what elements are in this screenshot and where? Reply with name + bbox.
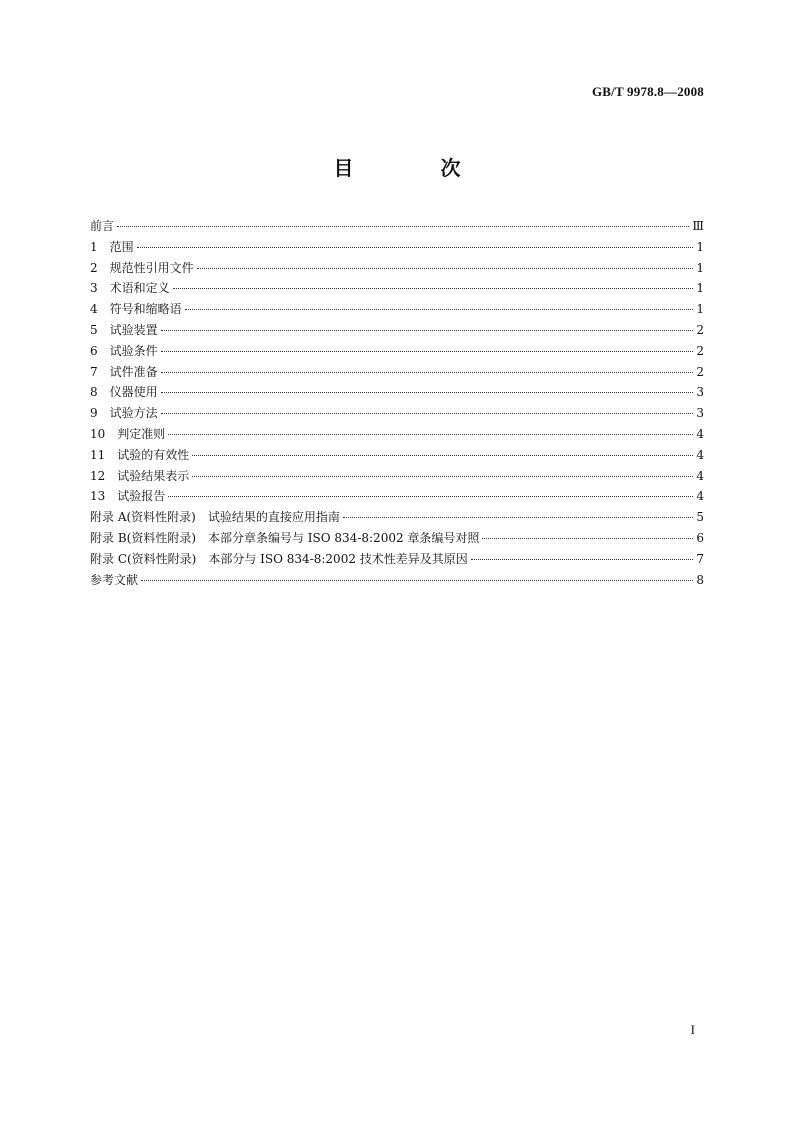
toc-entry[interactable] xyxy=(90,363,704,384)
toc-entry[interactable] xyxy=(90,321,704,342)
dot-leader xyxy=(161,392,693,393)
dot-leader xyxy=(173,288,693,289)
dot-leader xyxy=(161,351,693,352)
toc-title: 目 次 xyxy=(333,156,501,180)
toc-entry[interactable] xyxy=(90,550,704,571)
toc-entry-page: 1 xyxy=(696,281,704,296)
toc-entry-label: 9 试验方法 xyxy=(90,406,158,421)
toc-entry-page: 2 xyxy=(696,343,704,358)
toc-entry-label: 8 仪器使用 xyxy=(90,385,158,400)
dot-leader xyxy=(168,434,693,435)
toc-entry-label: 12 试验结果表示 xyxy=(90,468,190,483)
toc-entry-label: 参考文献 xyxy=(90,572,139,587)
toc-entry-label: 附录 B(资料性附录) 本部分章条编号与 ISO 834-8:2002 章条编号对照 xyxy=(90,530,480,545)
toc-entry[interactable] xyxy=(90,259,704,280)
dot-leader xyxy=(482,538,693,539)
toc-entry[interactable] xyxy=(90,300,704,321)
toc-entry-label: 6 试验条件 xyxy=(90,343,158,358)
toc-entry-page: Ⅲ xyxy=(692,219,704,233)
toc-entry[interactable] xyxy=(90,217,704,238)
toc-entry-page: 8 xyxy=(696,572,704,587)
toc-entry[interactable] xyxy=(90,425,704,446)
toc-entry-label: 7 试件准备 xyxy=(90,364,158,379)
toc-entry-page: 7 xyxy=(696,551,704,566)
toc-entry-label: 附录 A(资料性附录) 试验结果的直接应用指南 xyxy=(90,510,340,525)
toc-entry-label: 2 规范性引用文件 xyxy=(90,260,194,275)
toc-entry[interactable] xyxy=(90,487,704,508)
dot-leader xyxy=(192,455,693,456)
toc-entry[interactable] xyxy=(90,404,704,425)
dot-leader xyxy=(197,268,693,269)
toc-entry-label: 4 符号和缩略语 xyxy=(90,302,182,317)
toc-entry-label: 10 判定准则 xyxy=(90,426,166,441)
toc-entry-label: 11 试验的有效性 xyxy=(90,447,190,462)
toc-entry-page: 1 xyxy=(696,239,704,254)
toc-entry[interactable] xyxy=(90,529,704,550)
dot-leader xyxy=(141,580,693,581)
toc-entry-page: 5 xyxy=(696,510,704,525)
toc-entry-page: 2 xyxy=(696,322,704,337)
table-of-contents xyxy=(90,217,704,591)
toc-entry-page: 2 xyxy=(696,364,704,379)
toc-entry-page: 3 xyxy=(696,385,704,400)
dot-leader xyxy=(343,517,693,518)
toc-entry-label: 1 范围 xyxy=(90,239,134,254)
toc-entry[interactable] xyxy=(90,571,704,592)
page-number: I xyxy=(690,1022,695,1037)
dot-leader xyxy=(117,226,689,227)
toc-entry[interactable] xyxy=(90,238,704,259)
dot-leader xyxy=(185,309,693,310)
dot-leader xyxy=(161,330,693,331)
dot-leader xyxy=(471,559,693,560)
toc-entry-page: 4 xyxy=(696,489,704,504)
dot-leader xyxy=(168,496,693,497)
toc-entry-label: 3 术语和定义 xyxy=(90,281,170,296)
toc-entry[interactable] xyxy=(90,342,704,363)
toc-entry[interactable] xyxy=(90,508,704,529)
dot-leader xyxy=(137,247,693,248)
toc-entry[interactable] xyxy=(90,279,704,300)
toc-entry-page: 4 xyxy=(696,426,704,441)
standard-code: GB/T 9978.8—2008 xyxy=(591,84,704,99)
toc-entry-page: 1 xyxy=(696,302,704,317)
dot-leader xyxy=(192,476,693,477)
toc-entry-page: 4 xyxy=(696,468,704,483)
toc-entry-label: 前言 xyxy=(90,219,115,233)
toc-entry-page: 4 xyxy=(696,447,704,462)
toc-entry[interactable] xyxy=(90,467,704,488)
toc-entry-page: 1 xyxy=(696,260,704,275)
toc-entry-label: 附录 C(资料性附录) 本部分与 ISO 834-8:2002 技术性差异及其原因 xyxy=(90,551,468,566)
toc-entry-label: 13 试验报告 xyxy=(90,489,166,504)
toc-entry-page: 3 xyxy=(696,406,704,421)
toc-entry[interactable] xyxy=(90,383,704,404)
dot-leader xyxy=(161,372,693,373)
toc-entry-label: 5 试验装置 xyxy=(90,322,158,337)
toc-entry-page: 6 xyxy=(696,530,704,545)
dot-leader xyxy=(161,413,693,414)
toc-entry[interactable] xyxy=(90,446,704,467)
